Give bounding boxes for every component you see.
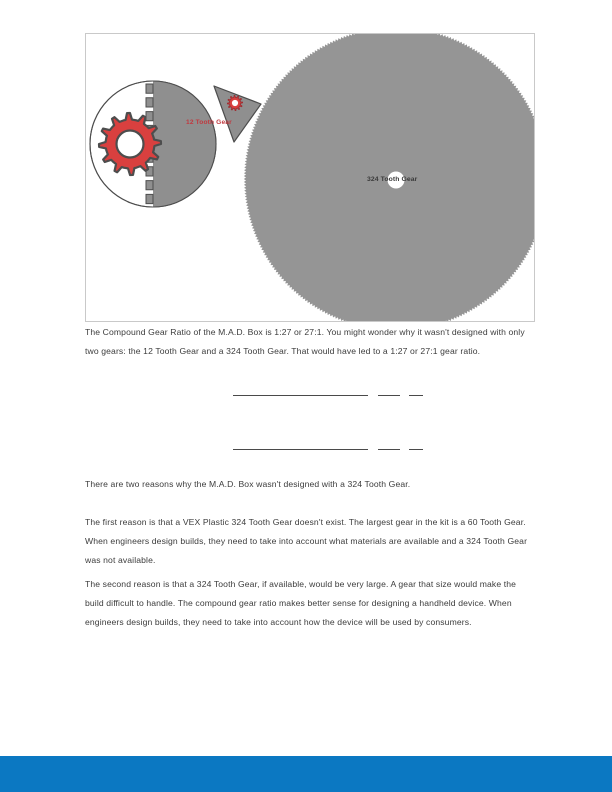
label-12-tooth-gear: 12 Tooth Gear	[186, 119, 232, 126]
label-324-tooth-gear: 324 Tooth Gear	[367, 176, 418, 183]
small-gear-bore	[232, 100, 238, 106]
large-gear-324	[244, 34, 534, 321]
callout-tooth	[146, 98, 153, 107]
paragraph-second-reason: The second reason is that a 324 Tooth Gear, if available, would be very large. A gear that size would make the build difficult to handle. The compound gear ratio makes better sense for designing a handheld device. When engineers design builds, they need to take into account how the device will be used by consumers.	[85, 579, 517, 628]
callout-gray-half	[153, 81, 216, 207]
gear-diagram-svg	[86, 34, 534, 321]
callout-tooth	[146, 112, 153, 121]
answer-rule-mid-1[interactable]	[378, 395, 400, 396]
answer-rule-mid-2[interactable]	[378, 449, 400, 450]
paragraph-two-reasons: There are two reasons why the M.A.D. Box wasn't designed with a 324 Tooth Gear.	[85, 479, 411, 489]
callout-tooth	[146, 194, 153, 203]
answer-rule-short-2[interactable]	[409, 449, 423, 450]
paragraph-first-reason: The first reason is that a VEX Plastic 324 Tooth Gear doesn't exist. The largest gear in the kit is a 60 Tooth Gear. When engineers design builds, they need to take into account what materials are available and a 324 Tooth Gear was not available.	[85, 517, 528, 566]
answer-rule-short-1[interactable]	[409, 395, 423, 396]
figure-canvas	[86, 34, 534, 321]
gear-comparison-figure	[85, 33, 535, 322]
large-gear-hub-hole	[388, 172, 405, 189]
page-footer-bar	[0, 756, 612, 792]
answer-rule-long-1[interactable]	[233, 395, 368, 396]
magnified-gear-bore	[117, 131, 144, 158]
answer-rule-long-2[interactable]	[233, 449, 368, 450]
callout-tooth	[146, 181, 153, 190]
callout-tooth	[146, 84, 153, 93]
paragraph-compound-gear-ratio: The Compound Gear Ratio of the M.A.D. Box is 1:27 or 27:1. You might wonder why it wasn't designed with only two gears: the 12 Tooth Gear and a 324 Tooth Gear. That would have led to a 1:27 or 27:1 gear ratio.	[85, 327, 525, 357]
